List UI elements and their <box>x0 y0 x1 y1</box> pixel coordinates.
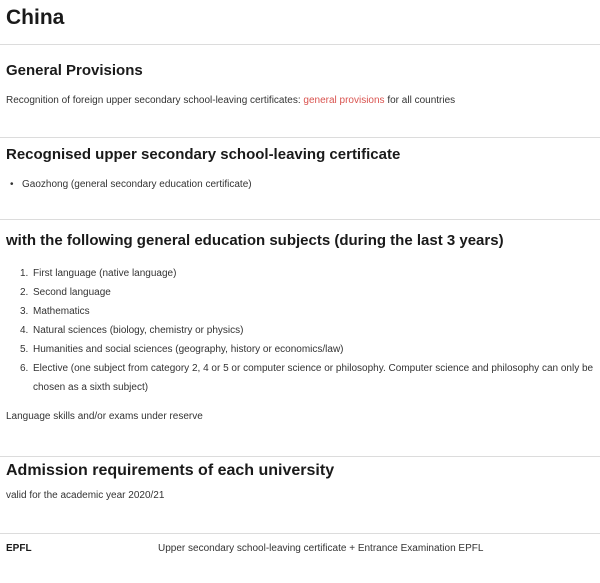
list-item-text: Natural sciences (biology, chemistry or physics) <box>33 325 244 336</box>
list-item-text: Elective (one subject from category 2, 4 or 5 or computer science or philosophy. Computer science and philosophy can only be chosen as a sixth subject) <box>33 363 594 393</box>
general-provisions-heading: General Provisions <box>6 62 143 79</box>
list-item <box>20 340 595 359</box>
general-provisions-text-before: Recognition of foreign upper secondary school-leaving certificates: <box>6 95 304 106</box>
recognised-certificate-list <box>10 179 252 190</box>
general-provisions-text <box>6 95 455 106</box>
list-item-number: 2. <box>20 287 29 298</box>
general-provisions-link[interactable]: general provisions <box>303 95 385 106</box>
list-item-text: Second language <box>33 287 111 298</box>
list-item-number: 6. <box>20 363 29 374</box>
divider <box>0 456 600 457</box>
list-item-number: 1. <box>20 268 29 279</box>
subjects-list <box>20 264 595 397</box>
university-name: EPFL <box>6 543 32 554</box>
list-item <box>20 283 595 302</box>
admission-subtitle: valid for the academic year 2020/21 <box>6 490 165 501</box>
divider <box>0 44 600 45</box>
list-item <box>20 264 595 283</box>
admission-heading: Admission requirements of each university <box>6 462 335 479</box>
general-provisions-text-after: for all countries <box>384 95 456 106</box>
language-skills-note: Language skills and/or exams under reserve <box>6 411 203 422</box>
list-item: • Gaozhong (general secondary education certificate) <box>10 179 252 190</box>
list-item <box>20 359 595 397</box>
list-item <box>20 321 595 340</box>
subjects-heading: with the following general education subjects (during the last 3 years) <box>6 232 504 249</box>
divider <box>0 219 600 220</box>
divider <box>0 137 600 138</box>
divider <box>0 533 600 534</box>
list-item-text: First language (native language) <box>33 268 177 279</box>
list-item-number: 3. <box>20 306 29 317</box>
table-row <box>0 543 600 559</box>
list-item-text: Mathematics <box>33 306 90 317</box>
list-item-text: Humanities and social sciences (geography, history or economics/law) <box>33 344 344 355</box>
recognised-certificate-heading: Recognised upper secondary school-leaving certificate <box>6 146 401 163</box>
list-item <box>20 302 595 321</box>
list-item-number: 5. <box>20 344 29 355</box>
list-item-number: 4. <box>20 325 29 336</box>
page-title: China <box>6 6 65 29</box>
admission-requirement: Upper secondary school-leaving certificate + Entrance Examination EPFL <box>158 543 484 554</box>
